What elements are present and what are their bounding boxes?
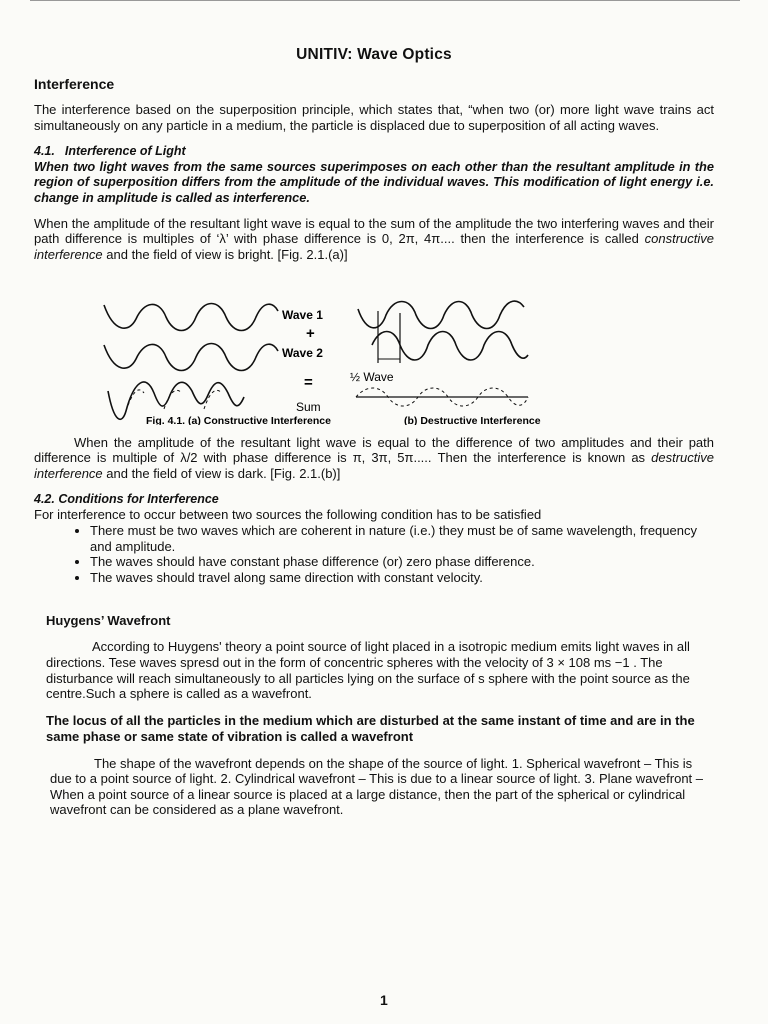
destructive-wave-2 xyxy=(372,331,528,360)
destructive-wave-1 xyxy=(358,301,524,328)
section-4-1-title: Interference of Light xyxy=(64,144,186,159)
section-4-1-number: 4.1. xyxy=(34,144,55,159)
interference-figure xyxy=(34,293,714,425)
destructive-term: destructive interference xyxy=(34,450,714,481)
huygens-heading: Huygens’ Wavefront xyxy=(46,613,171,629)
list-item: • There must be two waves which are coherent in nature (i.e.) they must be of same wavelength, frequency and amplitude. xyxy=(90,523,714,554)
destructive-text-end: and the field of view is dark. [Fig. 2.1.(b)] xyxy=(102,465,341,481)
section-4-2-heading: 4.2. Conditions for Interference xyxy=(34,492,219,507)
page-number: 1 xyxy=(380,992,388,1008)
constructive-wave-1 xyxy=(104,303,278,330)
wavefront-definition: The locus of all the particles in the medium which are disturbed at the same instant of time and are in the same phase or same state of vibration is called a wavefront xyxy=(46,712,695,744)
wave1-label: Wave 1 xyxy=(282,307,323,322)
caption-destructive: (b) Destructive Interference xyxy=(404,414,541,425)
conditions-list xyxy=(34,523,714,585)
half-wave-label: ½ Wave xyxy=(350,369,394,384)
conditions-lead: For interference to occur between two sources the following condition has to be satisfied xyxy=(34,507,542,523)
constructive-text-end: and the field of view is bright. [Fig. 2.1.(a)] xyxy=(102,246,348,262)
constructive-paragraph xyxy=(34,216,714,263)
interference-intro: The interference based on the superposition principle, which states that, “when two (or) more light wave trains act simultaneously on any particle in a medium, the particle is displaced due to superposition of all acting waves. xyxy=(34,102,714,133)
constructive-dashed-wave xyxy=(126,389,222,410)
wave2-label: Wave 2 xyxy=(282,345,323,360)
plus-sign: + xyxy=(306,324,315,342)
list-item: • The waves should travel along same direction with constant velocity. xyxy=(90,570,714,586)
interference-definition: When two light waves from the same sources superimposes on each other than the resultant amplitude in the region of superposition differs from the amplitude of the individual waves. This modification of light energy i.e. change in amplitude is called as interference. xyxy=(34,159,714,205)
constructive-text: When the amplitude of the resultant light wave is equal to the sum of the amplitude the two interfering waves and their path difference is multiples of ‘λ’ with phase difference is 0, 2π, 4π.... then the interference is called xyxy=(34,215,714,247)
constructive-sum-wave xyxy=(108,382,244,419)
page-top-rule xyxy=(30,0,740,1)
caption-constructive: Fig. 4.1. (a) Constructive Interference xyxy=(146,414,331,425)
equals-sign: = xyxy=(304,373,313,391)
document-page xyxy=(34,46,714,818)
constructive-term: constructive interference xyxy=(34,231,714,262)
heading-interference: Interference xyxy=(34,76,115,92)
destructive-text: When the amplitude of the resultant light wave is equal to the difference of two amplitudes and their path difference is multiple of λ/2 with phase difference is π, 3π, 5π..... Then the interference is known as xyxy=(34,434,714,466)
interference-diagram xyxy=(34,293,714,425)
huygens-paragraph-2: The shape of the wavefront depends on the shape of the source of light. 1. Spherical wavefront – This is due to a point source of light. 2. Cylindrical wavefront – This is due to a linear source of light. 3. Plane wavefront – When a point source of a linear source is placed at a large distance, then the part of the spherical or cylindrical wavefront can be considered as a plane wavefront. xyxy=(50,755,704,818)
sum-label: Sum xyxy=(296,399,321,414)
list-item: • The waves should have constant phase difference (or) zero phase difference. xyxy=(90,554,714,570)
huygens-paragraph-1: According to Huygens' theory a point source of light placed in a isotropic medium emits light waves in all directions. Tese waves spresd out in the form of concentric spheres with the velocity of 3 × 108 ms −1 . The disturbance will reach simultaneously to all particles lying on the surface of s sphere with the point source as the centre.Such a sphere is called as a wavefront. xyxy=(46,639,690,702)
page-title: UNITIV: Wave Optics xyxy=(296,46,452,63)
section-4-1-heading xyxy=(34,144,714,159)
constructive-wave-2 xyxy=(104,343,278,370)
destructive-paragraph xyxy=(34,435,714,482)
